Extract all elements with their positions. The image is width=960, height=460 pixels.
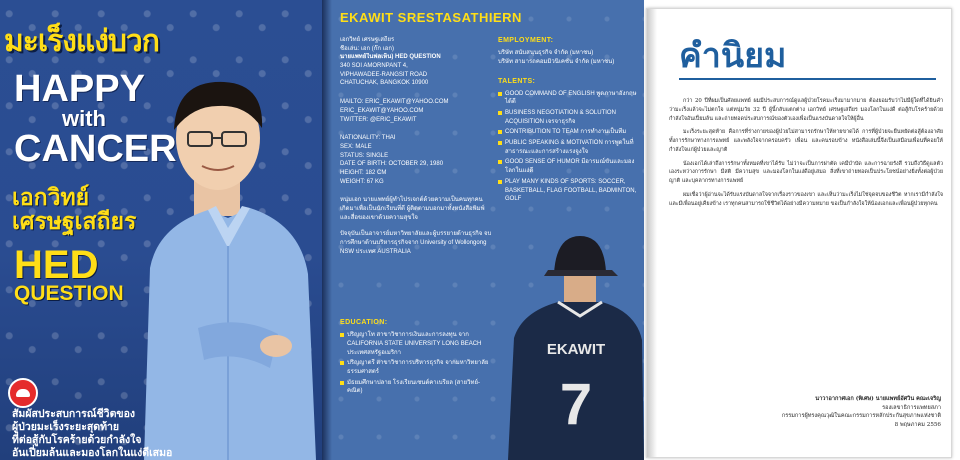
personal-info-block <box>340 134 492 186</box>
employment-section <box>498 36 640 67</box>
title-line-with: with <box>62 106 106 131</box>
tagline-line: อันเปี่ยมล้นและมองโลกในแง่ดีเสมอ <box>12 447 173 460</box>
talent-text: CONTRIBUTION TO TEAM การทำงานเป็นทีม <box>505 129 627 136</box>
signer-title: รองเลขาธิการแพทยสภา <box>882 404 941 411</box>
title-line-happy: HAPPY <box>14 68 145 110</box>
online-contact-block <box>340 98 492 124</box>
employment-item: บริษัท สามารถคอมมิวนิเคชั่น จำกัด (มหาชน) <box>498 58 615 65</box>
education-text: ปริญญาตรี สาขาวิชาการบริหารธุรกิจ จากมหาวิทยาลัยธรรมศาสตร์ <box>347 360 489 375</box>
email-text: ERIC_EKAWIT@YAHOO.COM <box>340 107 424 114</box>
sex: SEX: MALE <box>340 143 372 150</box>
nationality: NATIONALITY: THAI <box>340 135 396 142</box>
bio-personal-column <box>340 36 492 264</box>
bio-thai-name: เอกวิทย์ เศรษฐเสถียร <box>340 37 395 43</box>
author-portrait <box>138 78 322 460</box>
talent-item <box>498 139 640 156</box>
bullet-icon <box>498 92 502 96</box>
brand-question: QUESTION <box>14 282 124 305</box>
title-line-cancer: CANCER <box>14 128 177 170</box>
talent-text: BUSINESS NEGOTIATION & SOLUTION ACQUISITION เจรจาธุรกิจ <box>505 110 616 125</box>
education-text: มัธยมศึกษาปลาย โรงเรียนเซนต์คาเบรียล (สายวิทย์-คณิต) <box>347 379 480 395</box>
talent-item <box>498 90 640 107</box>
page-gutter-shadow <box>647 9 657 457</box>
address-line: CHATUCHAK, BANGKOK 10900 <box>340 80 429 87</box>
foreword-paragraph: ผมเชื่อว่าผู้อ่านจะได้รับแรงบันดาลใจจากเรื่องราวของเขา และเห็นว่ามะเร็งไม่ใช่จุดจบของชีวิต หากเรามีกำลังใจและมีเพื่อนอยู่เคียงข้าง เราทุกคนสามารถใช้ชีวิตได้อย่างมีความหมาย ขอเป็นกำลังใจให้น้องเอกและเพื่อนผู้ป่วยทุกคน <box>669 191 943 207</box>
signer-name: นาวาอากาศเอก (พิเศษ) นายแพทย์อัศวิน คณะเจริญ <box>815 396 941 402</box>
story-paragraph: ปัจจุบันเป็นอาจารย์มหาวิทยาลัยและผู้บรรยายด้านธุรกิจ จบการศึกษาด้านบริหารธุรกิจจาก University of Wollongong NSW ประเทศ AUSTRALIA <box>340 231 492 255</box>
employment-item: บริษัท สนับสนุนธุรกิจ จำกัด (มหาชน) <box>498 50 594 57</box>
signature-date: 8 พฤษภาคม 2556 <box>894 421 941 428</box>
bio-nickname: ชื่อเล่น: เอก (ก๊ก เอก) <box>340 45 395 52</box>
talents-heading: TALENTS: <box>498 77 536 85</box>
talent-item <box>498 128 640 137</box>
education-item <box>340 331 490 357</box>
education-heading: EDUCATION: <box>340 319 388 326</box>
shirt-name: EKAWIT <box>546 341 606 358</box>
bullet-icon <box>340 333 344 337</box>
employment-heading: EMPLOYMENT: <box>498 37 554 44</box>
foreword-paragraph: กว่า 20 ปีที่ผมเป็นศัลยแพทย์ ผมมีประสบการณ์ดูแลผู้ป่วยโรคมะเร็งมามากมาย ต้องยอมรับว่าไม่มีผู้ใดที่ได้ยินคำว่ามะเร็งแล้วจะไม่ตกใจ แต่หนุ่มวัย 32 ปี ผู้นี้กลับแตกต่าง เอกวิทย์ เศรษฐเสถียร มองโลกในแง่ดี ต่อสู้กับโรคร้ายด้วยกำลังใจอันเปี่ยมล้น และถ่ายทอดประสบการณ์ของตัวเองเพื่อเป็นแรงบันดาลใจให้ผู้อื่น <box>669 98 943 122</box>
bullet-icon <box>498 111 502 115</box>
contact-block <box>340 36 492 88</box>
page-gutter-shadow <box>322 0 332 460</box>
talent-text: PUBLIC SPEAKING & MOTIVATION การพูดในที่สาธารณะและการสร้างแรงจูงใจ <box>505 140 634 155</box>
height: HEIGHT: 182 CM <box>340 169 387 176</box>
author-back-photo <box>508 228 644 460</box>
bullet-icon <box>340 381 344 385</box>
marital-status: STATUS: SINGLE <box>340 152 389 159</box>
bio-company: นายแพทย์ในฟลเห็น) HED QUESTION <box>340 54 441 61</box>
bio-heading-name: EKAWIT SRESTASATHIERN <box>340 10 522 25</box>
tagline-line: ผู้ป่วยมะเร็งระยะสุดท้าย <box>12 421 120 434</box>
bullet-icon <box>498 160 502 164</box>
signature-block <box>782 395 941 430</box>
medical-cross-logo-icon <box>8 378 38 408</box>
address-line: VIPHAWADEE-RANGSIT ROAD <box>340 71 428 78</box>
foreword-body <box>669 97 943 213</box>
education-item <box>340 359 490 376</box>
education-item <box>340 379 490 396</box>
signer-title: กรรมการผู้ทรงคุณวุฒิในคณะกรรมการหลักประกันสุขภาพแห่งชาติ <box>781 413 941 420</box>
author-last-name: เศรษฐเสถียร <box>12 209 137 236</box>
tagline-line: ที่ต่อสู้กับโรคร้ายด้วยกำลังใจ <box>12 434 142 447</box>
talent-text: GOOD COMMAND OF ENGLISH พูดภาษาอังกฤษได้ดี <box>505 90 637 106</box>
email-link: MAILTO: ERIC_EKAWIT@YAHOO.COM <box>340 99 449 106</box>
brand-hed: HED <box>14 243 99 287</box>
story-paragraph: หนุ่มเอก นายแพทย์ผู้ทำโปรเจกต์ด้วยความเป็นคนทุกคนเกิดมาเพื่อเป็นนักเรียนที่ดี ผู้ติดตามบอกมาทั้งหนังสือพิมพ์ และสื่อของเขาด้วยความสุขใจ <box>340 197 485 221</box>
bullet-icon <box>498 130 502 134</box>
date-of-birth: DATE OF BIRTH: OCTOBER 29, 1980 <box>340 161 444 168</box>
talent-text: GOOD SENSE OF HUMOR มีอารมณ์ขันและมองโลกในแง่ดี <box>505 159 635 175</box>
talents-section <box>498 77 640 204</box>
author-first-name: เอกวิทย์ <box>12 185 90 211</box>
bullet-icon <box>340 361 344 365</box>
address-line: 340 SOI AMORNPANT 4, <box>340 63 408 70</box>
shirt-number: 7 <box>559 372 593 437</box>
foreword-paragraph: มะเร็งระยะสุดท้าย คือการที่ร่างกายของผู้ป่วยไม่สามารถรักษาให้หายขาดได้ การที่ผู้ป่วยจะยืนหยัดต่อสู้ต้องอาศัยทั้งการรักษาทางการแพทย์ และพลังใจจากครอบครัว เพื่อน และคนรอบข้าง หนังสือเล่มนี้จึงเป็นเสมือนเพื่อนที่คอยให้กำลังใจแก่ผู้ป่วยและญาติ <box>669 129 943 153</box>
education-section <box>340 318 490 398</box>
talent-text: PLAY MANY KINDS OF SPORTS: SOCCER, BASKETBALL, FLAG FOOTBALL, BADMINTON, GOLF <box>505 178 637 203</box>
talent-item <box>498 158 640 175</box>
bullet-icon <box>498 180 502 184</box>
twitter-handle: TWITTER: @ERIC_EKAWIT <box>340 116 417 123</box>
talent-item <box>498 109 640 126</box>
cover-tagline <box>12 408 172 460</box>
foreword-title: คำนิยม <box>679 35 936 80</box>
foreword-page <box>646 8 952 458</box>
cover-author-name <box>12 186 136 234</box>
cover-page <box>0 0 322 460</box>
bullet-icon <box>498 141 502 145</box>
bio-page <box>322 0 644 460</box>
tagline-line: สัมผัสประสบการณ์ชีวิตของ <box>12 408 135 420</box>
foreword-paragraph: น้องเอกได้เล่าถึงการรักษาทั้งหมดที่เขาได้รับ ไม่ว่าจะเป็นการผ่าตัด เคมีบำบัด และการฉายรังสี รวมถึงวิธีดูแลตัวเองระหว่างการรักษา มีสติ มีความสุข และมองโลกในแง่ดีอยู่เสมอ สิ่งที่เขาถ่ายทอดเป็นประโยชน์อย่างยิ่งทั้งต่อผู้ป่วย ญาติ และบุคลากรทางการแพทย์ <box>669 160 943 184</box>
education-text: ปริญญาโท สาขาวิชาการเงินและการลงทุน จาก CALIFORNIA STATE UNIVERSITY LONG BEACH ประเทศสหรัฐอเมริกา <box>347 332 482 356</box>
talent-item <box>498 178 640 204</box>
cover-thai-title: มะเร็งแง่บวก <box>4 24 159 59</box>
brand-hed-question <box>14 243 124 305</box>
bio-career-column <box>498 36 640 214</box>
weight: WEIGHT: 67 KG <box>340 178 384 185</box>
